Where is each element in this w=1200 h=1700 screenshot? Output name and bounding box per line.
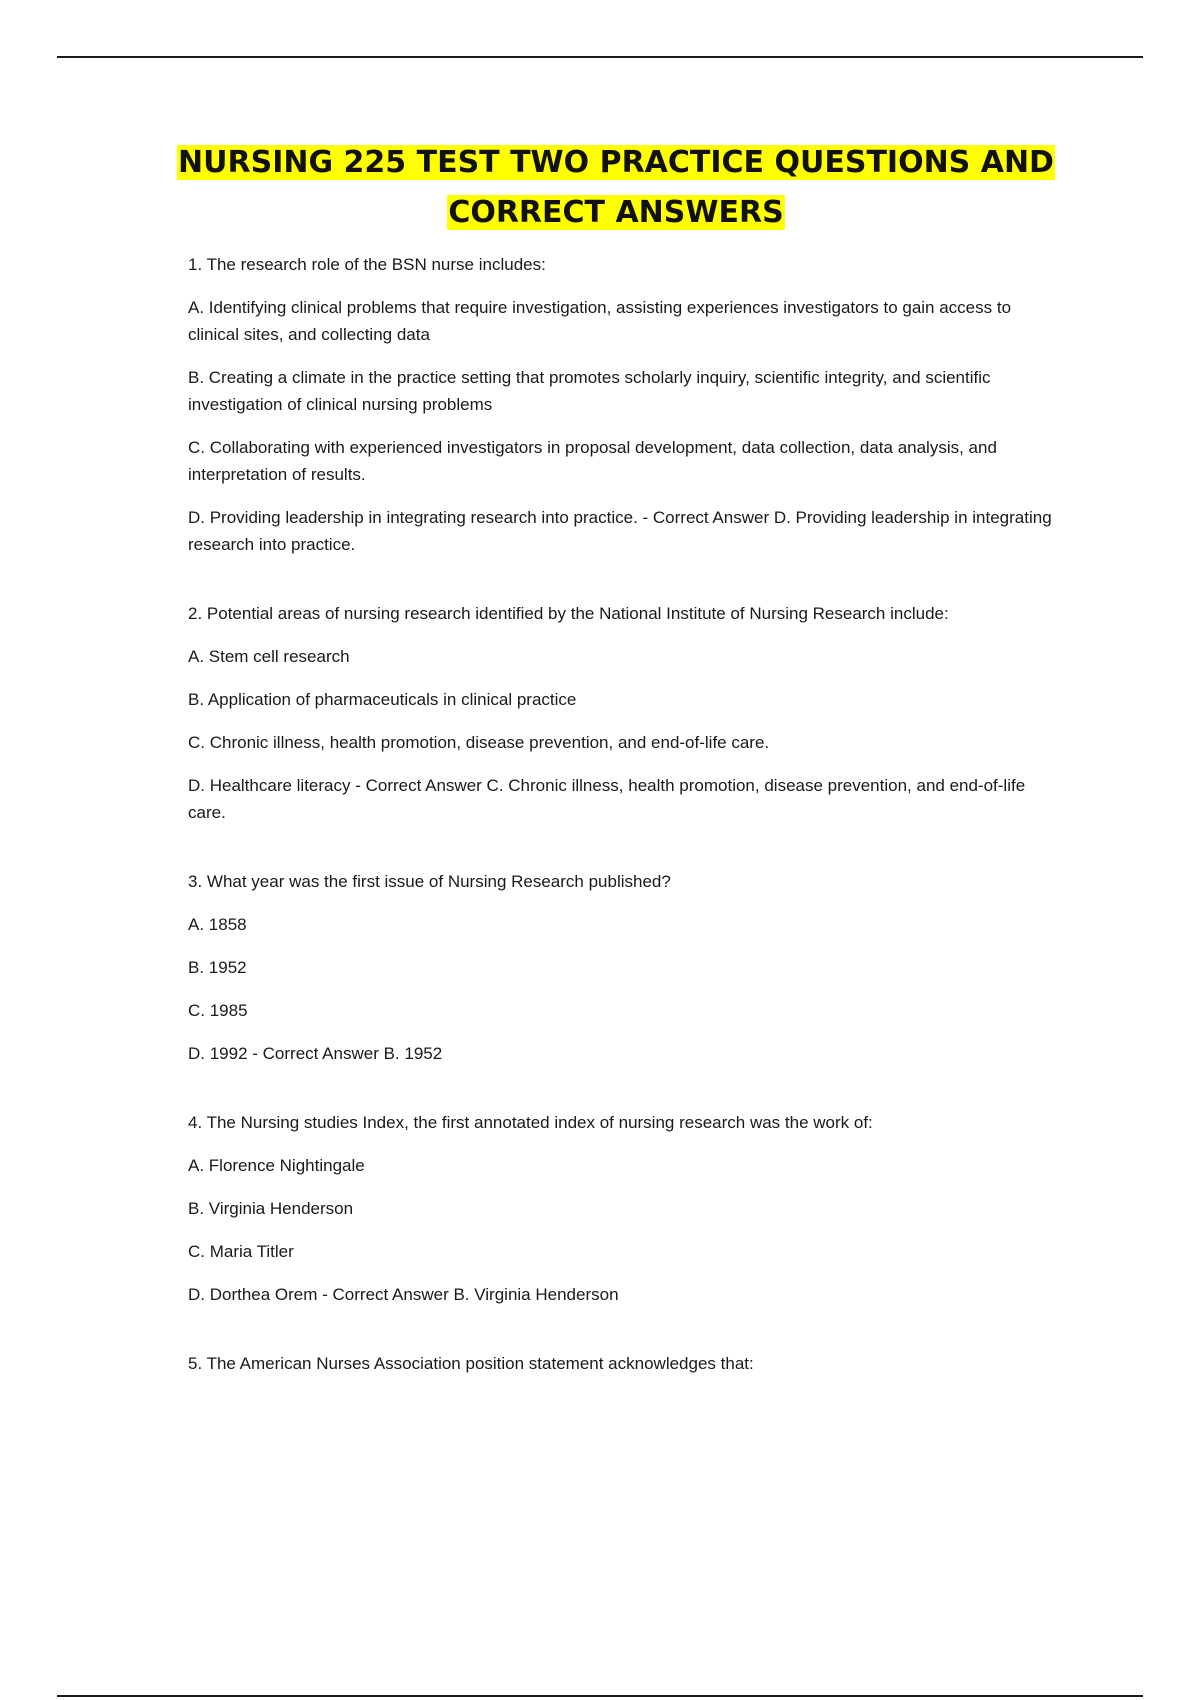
question-text: 5. The American Nurses Association position statement acknowledges that: [188, 1354, 754, 1373]
title-line-2: CORRECT ANSWERS [448, 195, 784, 230]
answer-option: A. Florence Nightingale [188, 1156, 365, 1175]
question-5 [188, 1350, 1058, 1377]
document-title [0, 138, 1200, 238]
answer-option: C. Collaborating with experienced investigators in proposal development, data collection, data analysis, and interpretation of results. [188, 438, 997, 484]
answer-option: B. Creating a climate in the practice setting that promotes scholarly inquiry, scientific integrity, and scientific investigation of clinical nursing problems [188, 368, 991, 414]
title-line-1: NURSING 225 TEST TWO PRACTICE QUESTIONS AND [178, 145, 1054, 180]
answer-option: A. Identifying clinical problems that require investigation, assisting experiences investigators to gain access to clinical sites, and collecting data [188, 298, 1012, 344]
question-text: 4. The Nursing studies Index, the first annotated index of nursing research was the work of: [188, 1113, 873, 1132]
answer-option: C. 1985 [188, 1001, 248, 1020]
bottom-rule [57, 1695, 1143, 1697]
top-rule [57, 56, 1143, 58]
question-4 [188, 1109, 1058, 1308]
question-text: 2. Potential areas of nursing research identified by the National Institute of Nursing Research include: [188, 604, 949, 623]
answer-option: D. Dorthea Orem - Correct Answer B. Virginia Henderson [188, 1285, 619, 1304]
question-1 [188, 251, 1058, 558]
answer-option: D. 1992 - Correct Answer B. 1952 [188, 1044, 443, 1063]
answer-option: C. Maria Titler [188, 1242, 294, 1261]
answer-option: B. Virginia Henderson [188, 1199, 354, 1218]
answer-option: A. 1858 [188, 915, 247, 934]
question-3 [188, 868, 1058, 1067]
question-2 [188, 600, 1058, 826]
answer-option: B. 1952 [188, 958, 247, 977]
question-list [188, 251, 1058, 1393]
question-text: 3. What year was the first issue of Nursing Research published? [188, 872, 671, 891]
answer-option: B. Application of pharmaceuticals in clinical practice [188, 690, 577, 709]
answer-option: A. Stem cell research [188, 647, 350, 666]
question-text: 1. The research role of the BSN nurse includes: [188, 255, 546, 274]
answer-option: D. Healthcare literacy - Correct Answer C. Chronic illness, health promotion, disease prevention, and end-of-life care. [188, 776, 1026, 822]
answer-option: D. Providing leadership in integrating research into practice. - Correct Answer D. Providing leadership in integrating research into practice. [188, 508, 1052, 554]
answer-option: C. Chronic illness, health promotion, disease prevention, and end-of-life care. [188, 733, 770, 752]
